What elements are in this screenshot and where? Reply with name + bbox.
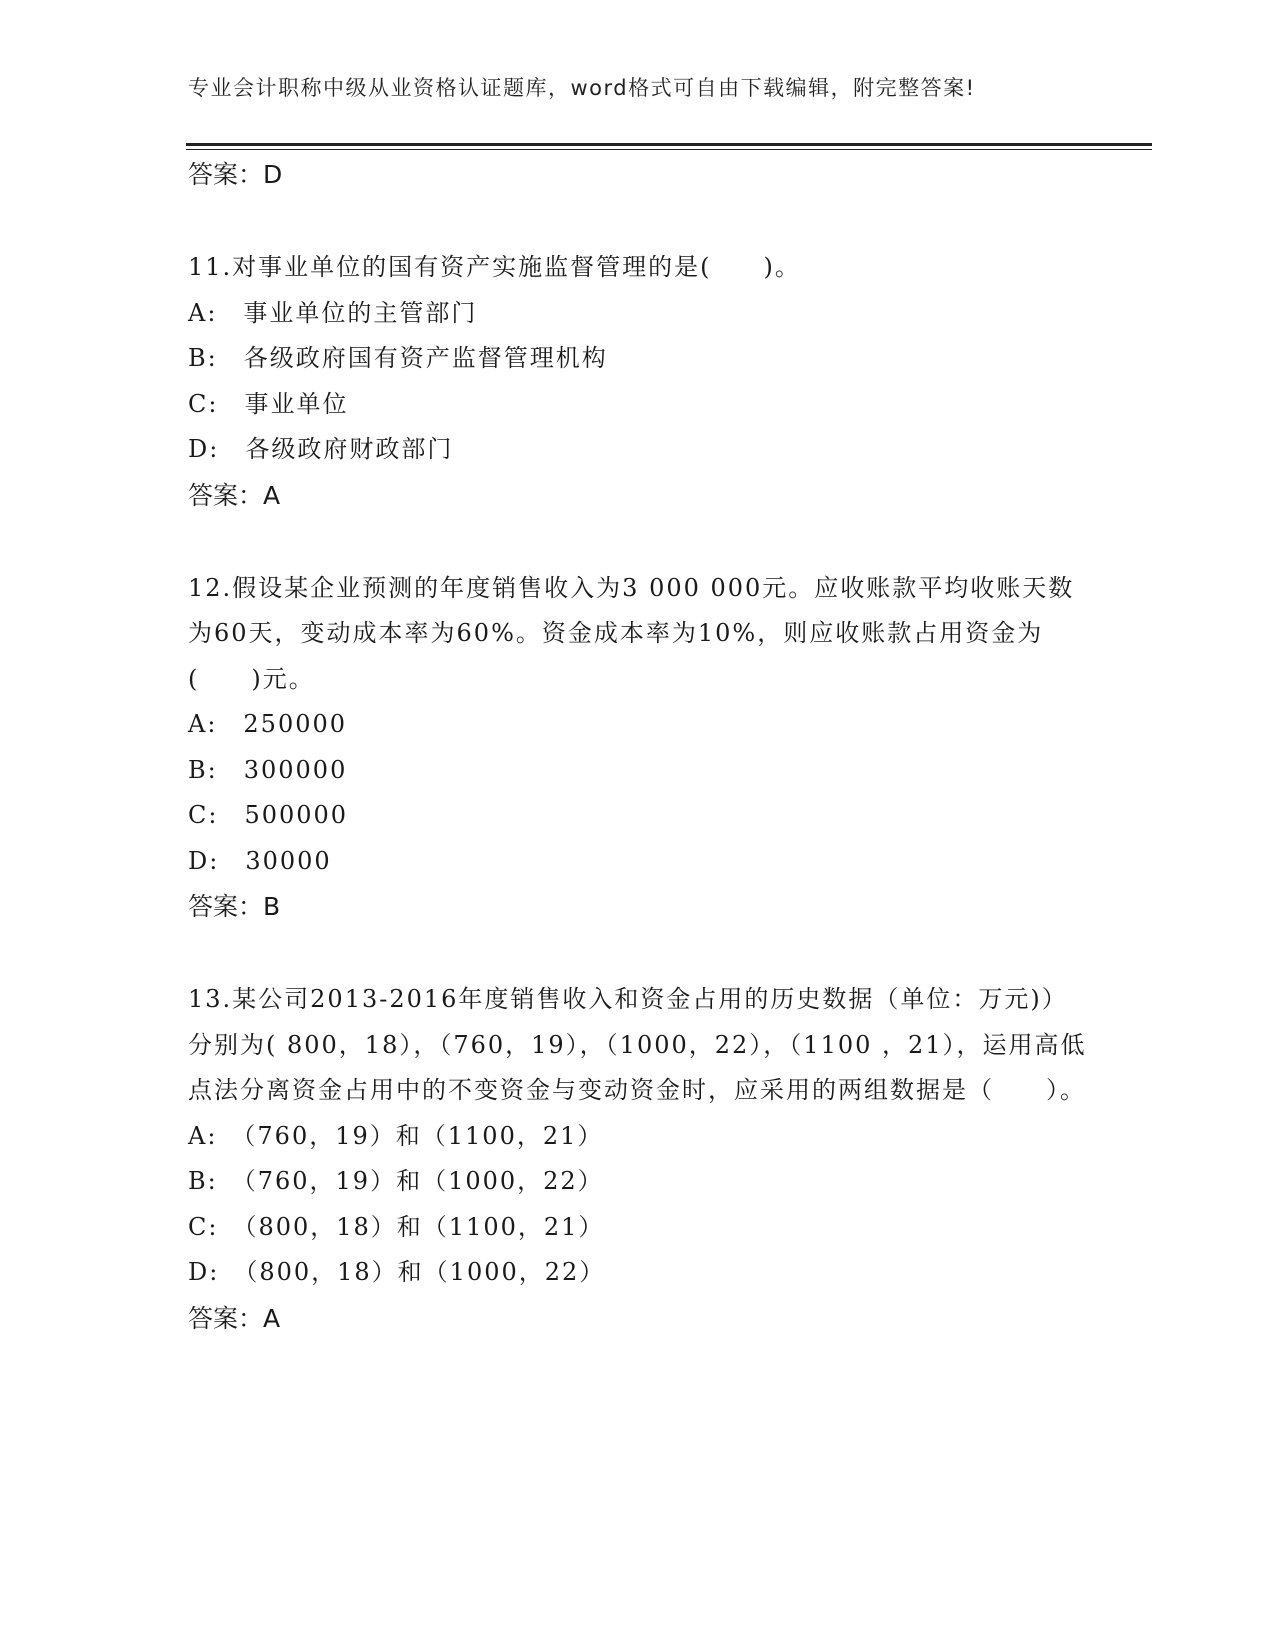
- answer-line: [188, 1296, 1088, 1342]
- answer-label: 答案：: [188, 480, 264, 510]
- answer-line: [188, 884, 1088, 930]
- option-b: B: （760，19）和（1000，22）: [188, 1167, 604, 1195]
- question-stem: 13.某公司2013-2016年度销售收入和资金占用的历史数据（单位：万元)）分别为( 800，18），（760，19），（1000，22），（1100 ，21），运用高低点法分离资金占用中的不变资金与变动资金时，应采用的两组数据是（ ）。: [188, 985, 1087, 1104]
- answer-value: A: [263, 480, 281, 510]
- answer-line: [188, 152, 1088, 198]
- answer-label: 答案：: [188, 1303, 264, 1333]
- option-a: A: 250000: [188, 710, 348, 738]
- question-13: [188, 977, 1088, 1296]
- question-stem: 11.对事业单位的国有资产实施监督管理的是( )。: [188, 253, 801, 281]
- answer-label: 答案：: [188, 160, 264, 189]
- page-header-text: 专业会计职称中级从业资格认证题库，word格式可自由下载编辑，附完整答案!: [188, 76, 976, 100]
- answer-value: B: [263, 892, 281, 921]
- option-d: D: 30000: [188, 846, 332, 875]
- option-b: B: 300000: [188, 755, 348, 784]
- option-d: D: 各级政府财政部门: [188, 435, 454, 463]
- option-d: D: （800，18）和（1000，22）: [188, 1258, 606, 1286]
- answer-value: A: [263, 1303, 281, 1333]
- option-b: B: 各级政府国有资产监督管理机构: [188, 344, 608, 372]
- answer-line: [188, 473, 1088, 519]
- option-c: C: （800，18）和（1100，21）: [188, 1212, 605, 1241]
- question-11: [188, 245, 1088, 473]
- header-rule-thin: [186, 149, 1152, 150]
- option-a: A: 事业单位的主管部门: [188, 298, 478, 327]
- question-stem: 12.假设某企业预测的年度销售收入为3 000 000元。应收账款平均收账天数为60天，变动成本率为60%。资金成本率为10%，则应收账款占用资金为( )元。: [188, 573, 1075, 693]
- answer-value: D: [263, 160, 283, 189]
- option-c: C: 事业单位: [188, 389, 349, 418]
- document-body: [188, 152, 1088, 1342]
- answer-label: 答案：: [188, 892, 264, 921]
- question-12: [188, 566, 1088, 885]
- option-a: A: （760，19）和（1100，21）: [188, 1121, 604, 1150]
- option-c: C: 500000: [188, 801, 349, 829]
- header-rule-thick: [186, 143, 1152, 146]
